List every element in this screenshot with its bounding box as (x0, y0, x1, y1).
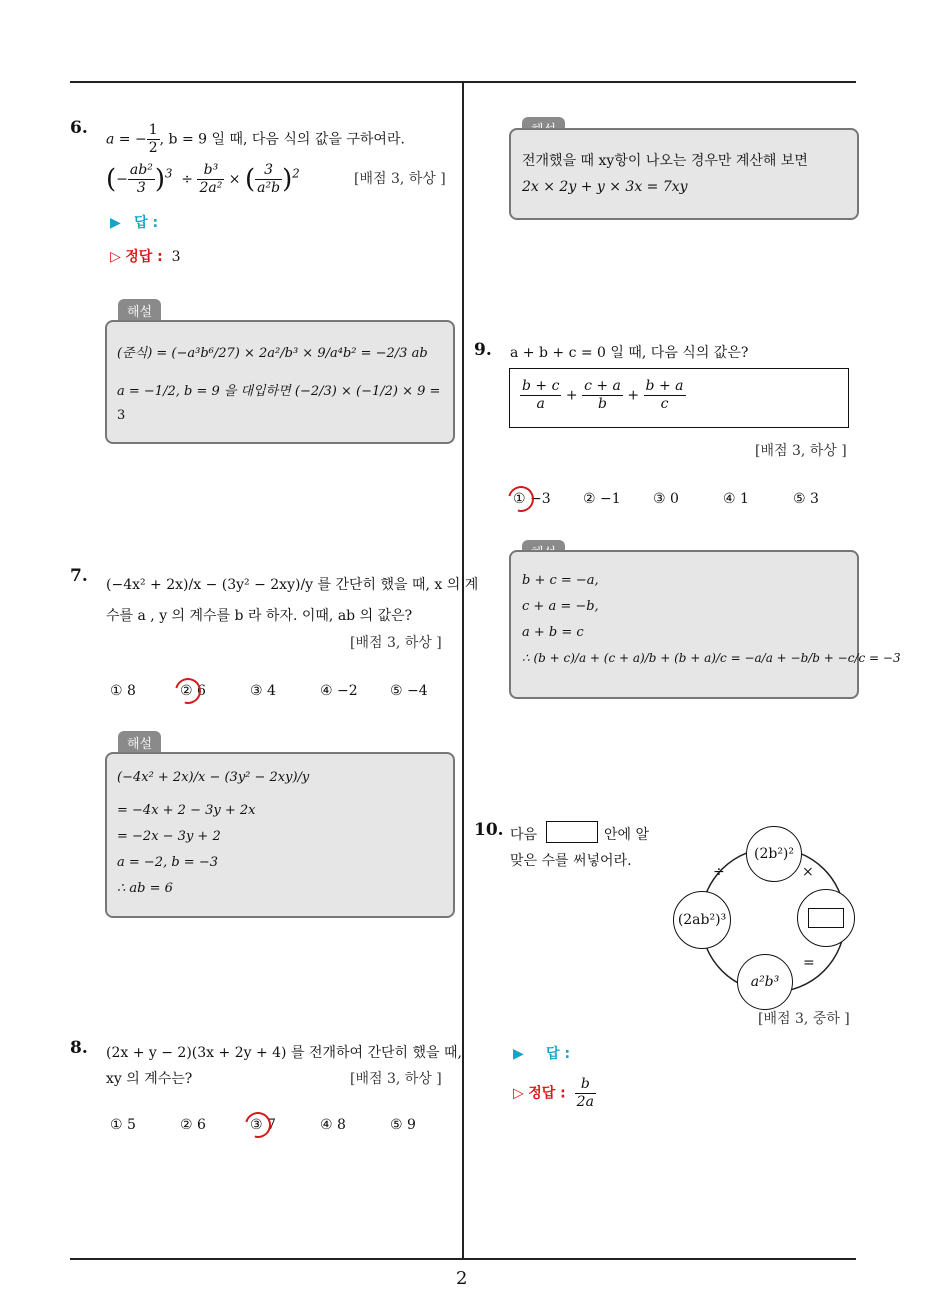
q9-solution-line1: b + c = −a, (522, 573, 599, 588)
answer-label: 답 : (134, 215, 159, 231)
q6-answer-row (110, 212, 158, 232)
q8-solution-line2: 2x × 2y + y × 3x = 7xy (522, 179, 688, 195)
q9-selected-mark (503, 481, 539, 517)
q10-question-line1a: 다음 (510, 827, 538, 843)
correct-label: 정답 : (528, 1085, 566, 1102)
bottom-rule (70, 1258, 856, 1260)
q7-solution-line1: (−4x² + 2x)/x − (3y² − 2xy)/y (117, 770, 310, 785)
play-arrow-icon: ▶ (110, 215, 121, 231)
q7-choice-5[interactable]: ⑤ −4 (390, 683, 428, 699)
q6-solution-line2: a = −1/2, b = 9 을 대입하면 (−2/3) × (−1/2) × 9 = (117, 384, 441, 399)
q10-answer-box[interactable] (808, 908, 844, 928)
hollow-arrow-icon: ▷ (513, 1085, 524, 1102)
q7-solution-line2: = −4x + 2 − 3y + 2x (117, 803, 256, 818)
q8-choice-5[interactable]: ⑤ 9 (390, 1117, 416, 1133)
q8-question-line1: (2x + y − 2)(3x + 2y + 4) 를 전개하여 간단히 했을 때, (106, 1045, 462, 1061)
q9-choice-3[interactable]: ③ 0 (653, 491, 679, 507)
q9-number: 9. (474, 340, 492, 360)
q9-expression: $\frac{b + c}{a}$ + $\frac{c + a}{b}$ + $\frac{b + a}{c}$ (522, 378, 684, 412)
q8-choice-3[interactable]: ③ 7 (250, 1117, 276, 1133)
q7-choice-4[interactable]: ④ −2 (320, 683, 358, 699)
q7-solution-tag: 해설 (118, 731, 161, 754)
page-number: 2 (456, 1268, 468, 1289)
q10-question-line2: 맞은 수를 써넣어라. (510, 853, 632, 869)
q8-selected-mark (240, 1107, 276, 1143)
q10-question-line1b: 안에 알 (604, 827, 650, 843)
q6-solution-line3: 3 (117, 408, 126, 423)
q8-choice-4[interactable]: ④ 8 (320, 1117, 346, 1133)
q10-answer-row (513, 1043, 570, 1063)
q10-circle-right (797, 889, 855, 947)
q10-blank-box (546, 821, 598, 843)
q8-score: [배점 3, 하상 ] (350, 1071, 442, 1087)
q8-number: 8. (70, 1038, 88, 1058)
q8-solution-box (509, 128, 859, 220)
q10-circle-bottom: a²b³ (737, 954, 793, 1010)
answer-label: 답 : (546, 1046, 571, 1062)
q6-solution-line1: (준식) = (−a³b⁶/27) × 2a²/b³ × 9/a⁴b² = −2/3 ab (117, 346, 428, 361)
q8-question-line2: xy 의 계수는? (106, 1071, 193, 1087)
q9-choice-5[interactable]: ⑤ 3 (793, 491, 819, 507)
q6-number: 6. (70, 118, 88, 138)
q6-question-line1: a = − $\frac{1}{2}$ , b = 9 일 때, 다음 식의 값을 구하여라. (106, 122, 405, 156)
q7-solution-line4: a = −2, b = −3 (117, 855, 218, 870)
q9-choice-4[interactable]: ④ 1 (723, 491, 749, 507)
q7-number: 7. (70, 566, 88, 586)
q9-solution-line4: ∴ (b + c)/a + (c + a)/b + (b + a)/c = −a/a + −b/b + −c/c = −3 (522, 651, 901, 665)
q6-score: [배점 3, 하상 ] (354, 171, 446, 187)
q10-multiply-op: × (802, 864, 814, 880)
q10-divide-op: ÷ (713, 864, 725, 880)
q9-solution-line2: c + a = −b, (522, 599, 599, 614)
column-divider (462, 82, 464, 1260)
q8-choice-1[interactable]: ① 5 (110, 1117, 136, 1133)
q10-circle-left: (2ab²)³ (673, 891, 731, 949)
q10-number: 10. (474, 820, 504, 840)
q7-solution-line5: ∴ ab = 6 (117, 881, 173, 896)
q9-solution-line3: a + b = c (522, 625, 584, 640)
q7-choice-1[interactable]: ① 8 (110, 683, 136, 699)
hollow-arrow-icon: ▷ (110, 249, 121, 265)
q7-solution-line3: = −2x − 3y + 2 (117, 829, 221, 844)
q9-choice-2[interactable]: ② −1 (583, 491, 621, 507)
q10-correct-row (513, 1076, 596, 1111)
q9-question-line1: a + b + c = 0 일 때, 다음 식의 값은? (510, 345, 749, 361)
q9-choice-1[interactable]: ① −3 (513, 491, 551, 507)
q6-solution-tag: 해설 (118, 299, 161, 322)
q7-question-line1: (−4x² + 2x)/x − (3y² − 2xy)/y 를 간단히 했을 때, x 의 계 (106, 577, 479, 593)
q10-equals-op: = (803, 955, 815, 971)
q6-correct-row (110, 246, 181, 266)
correct-value: $\frac{b}{2a}$ (576, 1076, 594, 1110)
q6-expression: (− $\frac{\text{ab²}}{3}$ )$^3$ ÷ $\frac{\text{b³}}{\text{2a²}}$ × ( $\frac{3}{\text{a²b}}$ )$^2$ (106, 162, 300, 196)
q10-score: [배점 3, 중하 ] (758, 1011, 850, 1027)
q8-choice-2[interactable]: ② 6 (180, 1117, 206, 1133)
correct-label: 정답 : (125, 249, 163, 265)
q8-solution-line1: 전개했을 때 xy항이 나오는 경우만 계산해 보면 (522, 153, 808, 169)
q10-circle-top: (2b²)² (746, 826, 802, 882)
q7-selected-mark (170, 673, 206, 709)
q7-choice-2[interactable]: ② 6 (180, 683, 206, 699)
q7-question-line2: 수를 a , y 의 계수를 b 라 하자. 이때, ab 의 값은? (106, 608, 413, 624)
q7-choice-3[interactable]: ③ 4 (250, 683, 276, 699)
q9-score: [배점 3, 하상 ] (755, 443, 847, 459)
q7-score: [배점 3, 하상 ] (350, 635, 442, 651)
correct-value: 3 (171, 249, 181, 265)
play-arrow-icon: ▶ (513, 1046, 524, 1062)
